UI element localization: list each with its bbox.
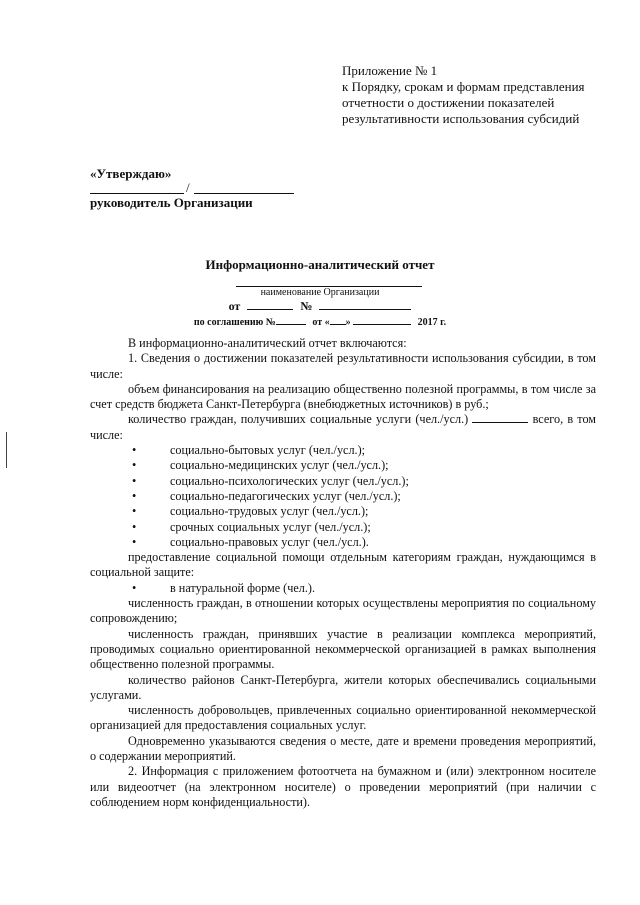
number-blank (319, 299, 411, 310)
appendix-line: Приложение № 1 (342, 63, 438, 78)
list-item (90, 581, 596, 596)
service-item: социально-психологических услуг (чел./усл.); (170, 473, 409, 488)
section-2-paragraph: 2. Информация с приложением фотоотчета на бумажном и (или) электронном носителе или видеоотчет (на электронном носителе) о проведении мероприятий (при наличии с соблюдением норм конфиденциальности). (90, 764, 596, 809)
districts-paragraph: количество районов Санкт-Петербурга, жители которых обеспечивались социальными услугами. (90, 672, 596, 702)
citizens-blank (472, 412, 528, 423)
approval-title: «Утверждаю» (90, 166, 172, 181)
funding-paragraph: объем финансирования на реализацию общественно полезной программы, в том числе за счет средств бюджета Санкт-Петербурга (внебюджетных источников) в руб.; (90, 381, 596, 412)
citizens-total: всего, в том числе: (90, 412, 597, 442)
appendix-line: к Порядку, срокам и формам представления (342, 79, 585, 94)
service-item: социально-бытовых услуг (чел./усл.); (170, 443, 366, 458)
accompaniment-paragraph: численность граждан, в отношении которых осуществлены мероприятия по социальному сопровождению; (90, 596, 596, 626)
volunteers-paragraph: численность добровольцев, привлеченных социально ориентированной некоммерческой организацией для предоставления социальных услуг. (90, 703, 596, 733)
events-paragraph: Одновременно указываются сведения о месте, дате и времени проведения мероприятий, о содержании мероприятий. (90, 733, 596, 764)
service-item: срочных социальных услуг (чел./усл.); (170, 519, 371, 534)
organization-caption: наименование Организации (260, 287, 380, 298)
agreement-number-blank (276, 314, 306, 325)
service-item: социально-правовых услуг (чел./усл.). (170, 534, 369, 549)
participants-paragraph: численность граждан, принявших участие в реализации комплекса мероприятий, проводимых социально ориентированной некоммерческой организацией в рамках выполнения общественно полезной программы. (90, 626, 596, 672)
bullet-icon: • (132, 534, 137, 549)
signature-slash: / (186, 180, 190, 195)
service-item: социально-медицинских услуг (чел./усл.); (170, 458, 389, 473)
signature-underline (90, 193, 184, 194)
bullet-icon: • (132, 504, 137, 519)
bullet-icon: • (132, 443, 137, 458)
appendix-line: результативности использования субсидий (342, 111, 580, 126)
list-item (90, 535, 596, 550)
bullet-icon: • (132, 580, 137, 595)
report-body (90, 336, 596, 810)
assistance-paragraph: предоставление социальной помощи отдельным категориям граждан, нуждающимся в социальной защите: (90, 550, 596, 580)
intro-paragraph: В информационно-аналитический отчет включаются: (128, 336, 407, 350)
bullet-icon: • (132, 519, 137, 534)
list-item (90, 504, 596, 519)
bullet-icon: • (132, 473, 137, 488)
appendix-line: отчетности о достижении показателей (342, 95, 555, 110)
list-item (90, 474, 596, 489)
list-item (90, 489, 596, 504)
agreement-day-blank (330, 314, 346, 325)
agreement-year: 2017 г. (417, 317, 447, 328)
report-date-number-row (0, 299, 640, 314)
scan-margin-mark (6, 432, 7, 468)
bullet-icon: • (132, 458, 137, 473)
appendix-header (342, 63, 612, 127)
agreement-quote: » (345, 317, 351, 328)
bullet-icon: • (132, 488, 137, 503)
in-kind-item: в натуральной форме (чел.). (170, 580, 316, 595)
agreement-label: по соглашению № (193, 317, 276, 328)
date-blank (247, 299, 293, 310)
signature-line (90, 181, 294, 195)
agreement-row (0, 314, 640, 328)
citizens-text: количество граждан, получивших социальные услуги (чел./усл.) (128, 412, 469, 427)
approval-role: руководитель Организации (90, 195, 253, 210)
list-item (90, 443, 596, 458)
agreement-from: от « (312, 317, 330, 328)
list-item (90, 520, 596, 535)
service-item: социально-педагогических услуг (чел./усл.); (170, 488, 401, 503)
agreement-month-blank (353, 314, 411, 325)
from-label: от (228, 299, 241, 313)
list-item (90, 458, 596, 473)
name-underline (194, 193, 294, 194)
citizens-paragraph (90, 412, 596, 443)
report-title: Информационно-аналитический отчет (205, 257, 435, 272)
service-item: социально-трудовых услуг (чел./усл.); (170, 504, 369, 519)
section-1-paragraph: 1. Сведения о достижении показателей результативности использования субсидии, в том числе: (90, 351, 596, 381)
number-label: № (300, 299, 313, 313)
